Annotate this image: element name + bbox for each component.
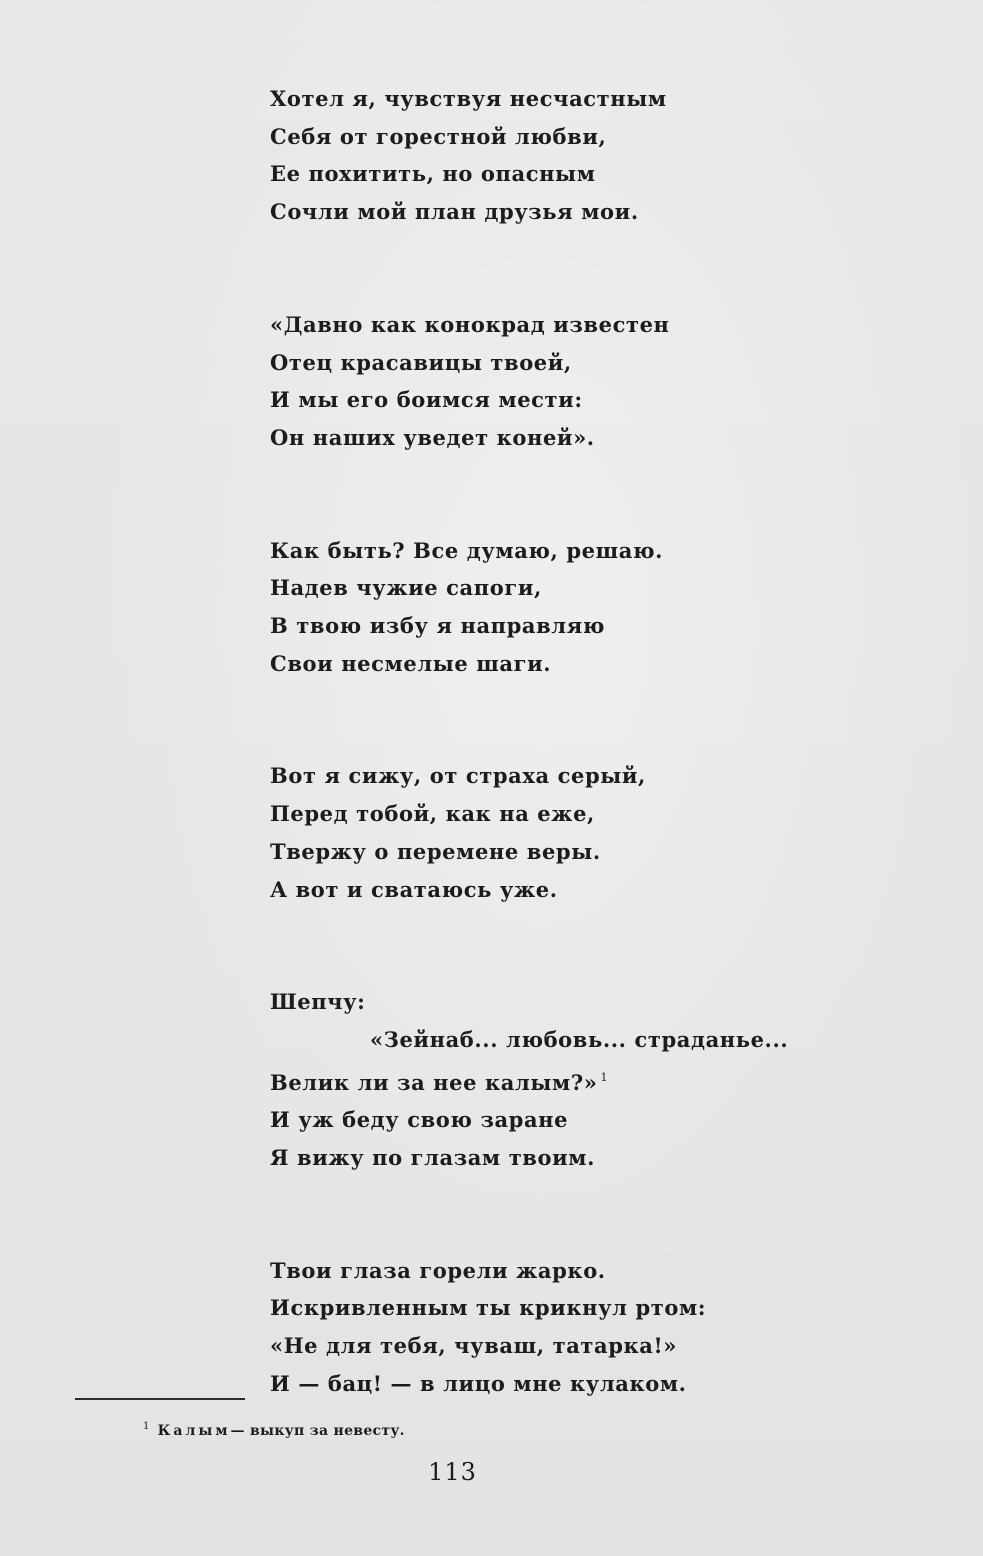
footnote-divider bbox=[75, 1398, 245, 1400]
stanza-6 bbox=[270, 1252, 830, 1403]
verse-line: «Давно как конокрад известен bbox=[270, 311, 670, 337]
verse-line: Себя от горестной любви, bbox=[270, 123, 607, 149]
verse-line-with-footnote bbox=[270, 1059, 830, 1102]
poem bbox=[270, 80, 830, 1403]
stanza-5 bbox=[270, 983, 830, 1177]
verse-line-text: Велик ли за нее калым?» bbox=[270, 1069, 598, 1095]
verse-line: Вот я сижу, от страха серый, bbox=[270, 763, 646, 789]
stanza-4 bbox=[270, 757, 830, 908]
footnote-term: Калым bbox=[157, 1423, 231, 1439]
verse-line: Свои несмелые шаги. bbox=[270, 650, 552, 676]
verse-line: Твои глаза горели жарко. bbox=[270, 1257, 606, 1283]
footnote-marker: 1 bbox=[143, 1421, 150, 1432]
verse-line: Надев чужие сапоги, bbox=[270, 575, 542, 601]
verse-line: Он наших уведет коней». bbox=[270, 424, 595, 450]
page-number: 113 bbox=[428, 1458, 477, 1486]
verse-line: Твержу о перемене веры. bbox=[270, 838, 601, 864]
stanza-1 bbox=[270, 80, 830, 231]
footnote-definition: — выкуп за невесту. bbox=[230, 1423, 405, 1439]
verse-line: Сочли мой план друзья мои. bbox=[270, 199, 639, 225]
verse-line: «Не для тебя, чуваш, татарка!» bbox=[270, 1333, 678, 1359]
verse-line: И — бац! — в лицо мне кулаком. bbox=[270, 1370, 687, 1396]
verse-line: Шепчу: bbox=[270, 989, 366, 1015]
verse-line: В твою избу я направляю bbox=[270, 613, 605, 639]
verse-line: И уж беду свою заране bbox=[270, 1107, 569, 1133]
verse-line: Я вижу по глазам твоим. bbox=[270, 1145, 596, 1171]
stanza-3 bbox=[270, 532, 830, 683]
verse-line: Отец красавицы твоей, bbox=[270, 349, 572, 375]
verse-line: Хотел я, чувствуя несчастным bbox=[270, 86, 667, 111]
verse-line: Как быть? Все думаю, решаю. bbox=[270, 537, 664, 563]
verse-line: Перед тобой, как на еже, bbox=[270, 801, 595, 827]
footnote-reference: 1 bbox=[600, 1070, 609, 1084]
verse-line: Искривленным ты крикнул ртом: bbox=[270, 1295, 707, 1321]
verse-line: А вот и сватаюсь уже. bbox=[270, 876, 558, 902]
footnote bbox=[143, 1421, 405, 1439]
verse-line-indented: «Зейнаб... любовь... страданье... bbox=[370, 1026, 789, 1052]
verse-line: И мы его боимся мести: bbox=[270, 387, 583, 413]
verse-line: Ее похитить, но опасным bbox=[270, 161, 596, 187]
stanza-2 bbox=[270, 306, 830, 457]
